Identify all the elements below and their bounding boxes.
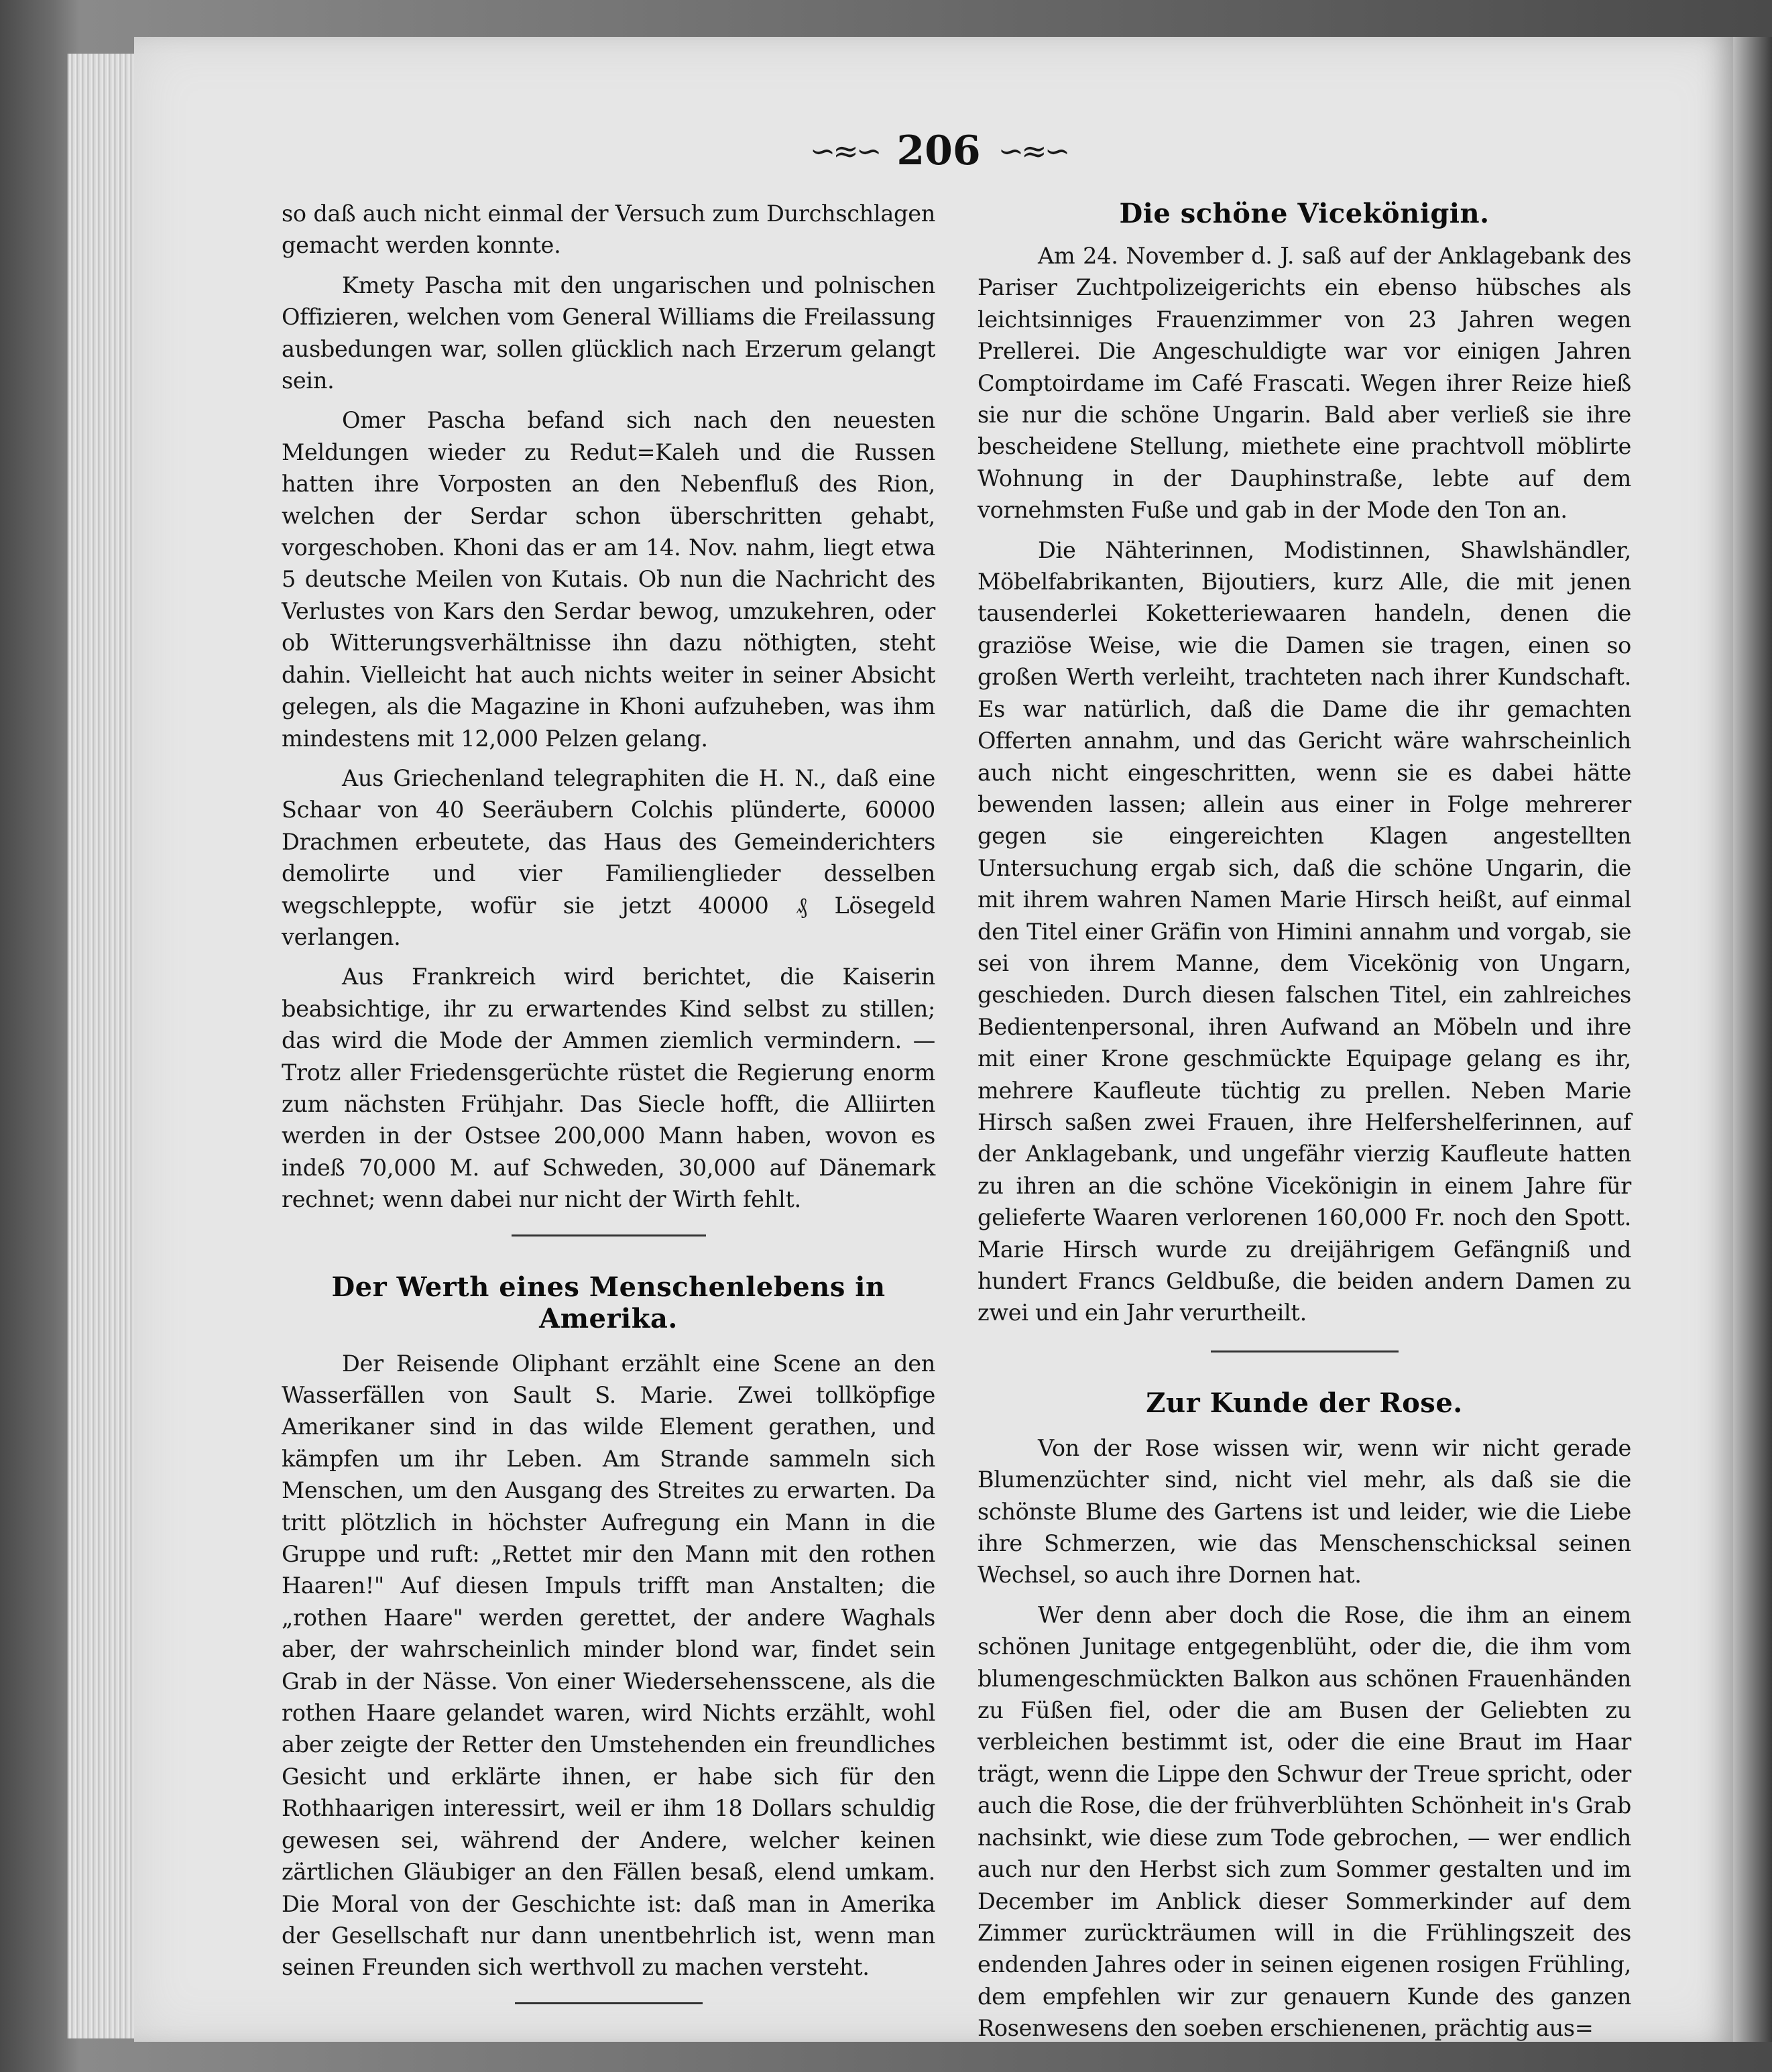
section-divider	[515, 2002, 703, 2004]
left-column	[282, 198, 935, 2004]
section-divider	[1211, 1350, 1399, 1352]
paragraph: Aus Frankreich wird berichtet, die Kaiserin beabsichtige, ihr zu erwartendes Kind selbst zu stillen; das wird die Mode der Ammen ziemlich vermindern. — Trotz aller Friedensgerüchte rüstet die Regierung enorm zum nächsten Frühjahr. Das Siecle hofft, die Alliirten werden in der Ostsee 200,000 Mann haben, wovon es indeß 70,000 M. auf Schweden, 30,000 auf Dänemark rechnet; wenn dabei nur nicht der Wirth fehlt.	[282, 964, 935, 1213]
paragraph: Aus Griechenland telegraphiten die H. N., daß eine Schaar von 40 Seeräubern Colchis plünderte, 60000 Drachmen erbeutete, das Haus des Gemeinderichters demolirte und vier Familienglieder desselben wegschleppte, wofür sie jetzt 40000 ₰ Lösegeld verlangen.	[282, 764, 935, 950]
paragraph: Der Reisende Oliphant erzählt eine Scene an den Wasserfällen von Sault S. Marie. Zwei tollköpfige Amerikaner sind in das wilde Element gerathen, und kämpfen um ihr Leben. Am Strande sammeln sich Menschen, um den Ausgang des Streites zu erwarten. Da tritt plötzlich in höchster Aufregung ein Mann in die Gruppe und ruft: „Rettet mir den Mann mit den rothen Haaren!" Auf diesen Impuls trifft man Anstalten; die „rothen Haare" werden gerettet, der andere Waghals aber, der wahrscheinlich minder blond war, findet sein Grab in der Nässe. Von einer Wiedersehensscene, als die rothen Haare gelandet waren, wird Nichts erzählt, wohl aber zeigte der Retter den Umstehenden ein freundliches Gesicht und erklärte ihnen, er habe sich für den Rothhaarigen interessirt, weil er ihm 18 Dollars schuldig gewesen sei, während der Andere, welcher keinen zärtlichen Gläubiger an den Fällen besaß, elend umkam. Die Moral von der Geschichte ist: daß man in Amerika der Gesellschaft nur dann unentbehrlich ist, wenn man seinen Freunden sich werthvoll zu machen versteht.	[282, 1350, 935, 1981]
book-page-edges	[67, 54, 142, 2038]
article-title-werth: Der Werth eines Menschenlebens in Amerika.	[331, 1271, 886, 1334]
article-title-vicekoenigin: Die schöne Vicekönigin.	[1119, 198, 1490, 229]
paragraph: Am 24. November d. J. saß auf der Anklagebank des Pariser Zuchtpolizeigerichts ein ebenso hübsches als leichtsinniges Frauenzimmer von 23 Jahren wegen Prellerei. Die Angeschuldigte war vor einigen Jahren Comptoirdame im Café Frascati. Wegen ihrer Reize hieß sie nur die schöne Ungarin. Bald aber verließ sie ihre bescheidene Stellung, miethete eine prachtvoll möblirte Wohnung in der Dauphinstraße, lebte auf dem vornehmsten Fuße und gab in der Mode den Ton an.	[978, 243, 1631, 524]
paragraph: Omer Pascha befand sich nach den neuesten Meldungen wieder zu Redut=Kaleh und die Russen hatten ihre Vorposten an den Nebenfluß des Rion, welchen der Serdar schon überschritten gehabt, vorgeschoben. Khoni das er am 14. Nov. nahm, liegt etwa 5 deutsche Meilen von Kutais. Ob nun die Nachricht des Verlustes von Kars den Serdar bewog, umzukehren, oder ob Witterungsverhältnisse ihn dazu nöthigten, steht dahin. Vielleicht hat auch nichts weiter in seiner Absicht gelegen, als die Magazine in Khoni aufzuheben, was ihm mindestens mit 12,000 Pelzen gelang.	[282, 407, 935, 752]
page-header	[778, 124, 1100, 178]
paragraph: Kmety Pascha mit den ungarischen und polnischen Offizieren, welchen vom General Williams die Freilassung ausbedungen war, sollen glücklich nach Erzerum gelangt sein.	[282, 272, 935, 394]
book-gutter-shadow	[1733, 37, 1772, 2042]
right-column	[978, 198, 1631, 2053]
page-number: 206	[896, 127, 981, 174]
article-title-rose: Zur Kunde der Rose.	[1146, 1387, 1463, 1419]
left-ornament-icon: ∽≈∽	[809, 133, 880, 169]
right-ornament-icon: ∽≈∽	[998, 133, 1068, 169]
paragraph: Wer denn aber doch die Rose, die ihm an einem schönen Junitage entgegenblüht, oder die, die ihm vom blumengeschmückten Balkon aus schönen Frauenhänden zu Füßen fiel, oder die am Busen der Geliebten zu verbleichen bestimmt ist, oder die eine Braut im Haar trägt, wenn die Lippe den Schwur der Treue spricht, oder auch die Rose, die der frühverblühten Schönheit in's Grab nachsinkt, wie diese zum Tode gebrochen, — wer endlich auch nur den Herbst sich zum Sommer gestalten und im December im Anblick dieser Sommerkinder auf dem Zimmer zurückträumen will in die Frühlingszeit des endenden Jahres oder in seinen eigenen rosigen Frühling, dem empfehlen wir zur genauern Kunde des ganzen Rosenwesens den soeben erschienenen, prächtig aus=	[978, 1601, 1631, 2042]
paragraph: Von der Rose wissen wir, wenn wir nicht gerade Blumenzüchter sind, nicht viel mehr, als daß sie die schönste Blume des Gartens ist und leider, wie die Liebe ihre Schmerzen, wie das Menschenschicksal seinen Wechsel, so auch ihre Dornen hat.	[978, 1434, 1631, 1589]
section-divider	[512, 1234, 706, 1236]
paragraph: so daß auch nicht einmal der Versuch zum Durchschlagen gemacht werden konnte.	[282, 200, 935, 259]
paragraph: Die Nähterinnen, Modistinnen, Shawlshändler, Möbelfabrikanten, Bijoutiers, kurz Alle, die mit jenen tausenderlei Koketteriewaaren handeln, denen die graziöse Weise, wie die Damen sie tragen, einen so großen Werth verleiht, trachteten nach ihrer Kundschaft. Es war natürlich, daß die Dame die ihr gemachten Offerten annahm, und das Gericht wäre wahrscheinlich auch nicht eingeschritten, wenn sie es dabei hätte bewenden lassen; allein aus einer in Folge mehrerer gegen sie eingereichten Klagen angestellten Untersuchung ergab sich, daß die schöne Ungarin, die mit ihrem wahren Namen Marie Hirsch heißt, auf einmal den Titel einer Gräfin von Himini annahm und vorgab, sie sei von ihrem Manne, dem Vicekönig von Ungarn, geschieden. Durch diesen falschen Titel, ein zahlreiches Bedientenpersonal, ihren Aufwand an Möbeln und ihre mit einer Krone geschmückte Equipage gelang es ihr, mehrere Kaufleute tüchtig zu prellen. Neben Marie Hirsch saßen zwei Frauen, ihre Helfershelferinnen, auf der Anklagebank, und ungefähr vierzig Kaufleute hatten zu ihren an die schöne Vicekönigin in einem Jahre für gelieferte Waaren verlorenen 160,000 Fr. noch den Spott. Marie Hirsch wurde zu dreijährigem Gefängniß und hundert Francs Geldbuße, die beiden andern Damen zu zwei und ein Jahr verurtheilt.	[978, 536, 1631, 1326]
